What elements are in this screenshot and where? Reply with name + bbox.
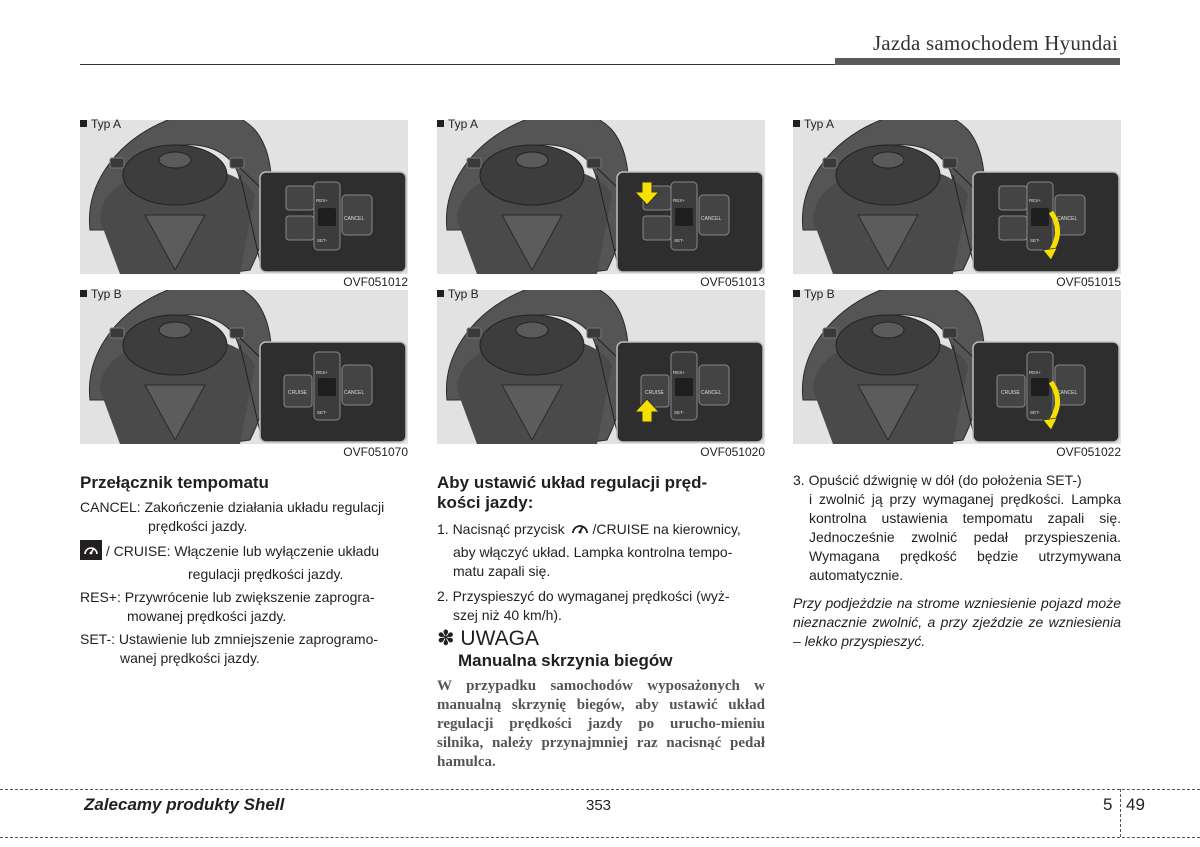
square-bullet-icon: [793, 120, 800, 127]
note-heading: ✽ UWAGA: [437, 627, 539, 650]
figure-code: OVF051020: [700, 445, 765, 459]
step-2-line2: szej niż 40 km/h).: [453, 607, 562, 623]
col2-steps: [437, 518, 765, 625]
svg-text:RES+: RES+: [673, 198, 685, 203]
def-res-cont: mowanej prędkości jazdy.: [127, 608, 287, 624]
svg-text:CANCEL: CANCEL: [1057, 390, 1078, 396]
step-1-line3: matu zapali się.: [453, 563, 551, 579]
header-bar: [835, 58, 1120, 65]
figure-type-label: Typ A: [80, 117, 121, 131]
steering-wheel-lever-down-arrow: [793, 120, 1121, 274]
steering-wheel-cruise-button-press-arrow: [437, 290, 765, 444]
footer-slogan: Zalecamy produkty Shell: [84, 795, 285, 814]
figure-code: OVF051015: [1056, 275, 1121, 289]
svg-text:CRUISE: CRUISE: [288, 390, 307, 396]
figure-type-label: Typ B: [793, 287, 835, 301]
steering-wheel-cruise-switch-type-b: [80, 290, 408, 444]
header-rule: [80, 64, 835, 65]
figure-code: OVF051012: [343, 275, 408, 289]
footer-page-number: 353: [586, 797, 612, 814]
figure-code: OVF051070: [343, 445, 408, 459]
def-set: SET-: Ustawienie lub zmniejszenie zaprogramo-: [80, 631, 379, 647]
figure-code: OVF051022: [1056, 445, 1121, 459]
square-bullet-icon: [793, 290, 800, 297]
figure-type-label: Typ B: [437, 287, 479, 301]
col1-definitions: [80, 498, 408, 668]
square-bullet-icon: [80, 290, 87, 297]
svg-text:CANCEL: CANCEL: [701, 216, 722, 222]
svg-text:RES+: RES+: [316, 370, 328, 375]
step-1-line2: aby włączyć układ. Lampka kontrolna tempo-: [453, 544, 733, 560]
svg-text:SET-: SET-: [1030, 238, 1041, 243]
figure-type-label: Typ B: [80, 287, 122, 301]
svg-text:CANCEL: CANCEL: [344, 216, 365, 222]
svg-text:CRUISE: CRUISE: [1001, 390, 1020, 396]
svg-text:RES+: RES+: [1029, 198, 1041, 203]
cruise-icon: [80, 540, 102, 565]
figure-type-label: Typ A: [437, 117, 478, 131]
footer-rule: [0, 789, 1200, 790]
svg-text:CANCEL: CANCEL: [344, 390, 365, 396]
figure-code: OVF051013: [700, 275, 765, 289]
def-cancel: CANCEL: Zakończenie działania układu regulacji: [80, 499, 385, 515]
step-3-body: i zwolnić ją przy wymaganej prędkości. Lampka kontrolna ustawienia tempomatu zapali się. Jednocześnie zwolnić pedał przyspieszenia. Wymagana prędkość będzie utrzymywana automatycznie.: [809, 491, 1121, 583]
step-1: 1. Nacisnąć przycisk /CRUISE na kierownicy,: [437, 518, 765, 543]
def-res: RES+: Przywrócenie lub zwiększenie zaprogra-: [80, 589, 375, 605]
svg-text:SET-: SET-: [317, 238, 328, 243]
def-cruise: / CRUISE: Włączenie lub wyłączenie układu: [80, 540, 408, 565]
note-body: W przypadku samochodów wyposażonych w manualną skrzynię biegów, aby ustawić układ regulacji prędkości jazdy po urucho-mieniu silnika, należy przynajmniej raz nacisnąć pedał hamulca.: [437, 678, 765, 770]
col1-heading: Przełącznik tempomatu: [80, 473, 269, 492]
svg-text:CANCEL: CANCEL: [1057, 216, 1078, 222]
steering-wheel-cruise-button-press-arrow: [437, 120, 765, 274]
def-set-cont: wanej prędkości jazdy.: [120, 650, 260, 666]
cruise-icon: [568, 518, 592, 543]
figure-type-label: Typ A: [793, 117, 834, 131]
square-bullet-icon: [437, 120, 444, 127]
svg-text:RES+: RES+: [673, 370, 685, 375]
svg-text:SET-: SET-: [674, 238, 685, 243]
steering-wheel-cruise-switch-type-a: [80, 120, 408, 274]
def-cruise-cont: regulacji prędkości jazdy.: [188, 566, 344, 582]
header-title: Jazda samochodem Hyundai: [872, 31, 1118, 55]
note-subheading: Manualna skrzynia biegów: [458, 651, 673, 670]
svg-text:SET-: SET-: [674, 410, 685, 415]
col3-italic-note: Przy podjeżdzie na strome wzniesienie pojazd może nieznacznie zwolnić, a przy zjeździe ze wzniesienia – lekko przyspieszyć.: [793, 595, 1121, 649]
svg-text:CRUISE: CRUISE: [645, 390, 664, 396]
square-bullet-icon: [437, 290, 444, 297]
col3-step3: [793, 471, 1121, 585]
svg-text:SET-: SET-: [317, 410, 328, 415]
def-cancel-cont: prędkości jazdy.: [148, 518, 248, 534]
footer-section-page: 49: [1126, 795, 1145, 814]
footer-section: 5: [1103, 795, 1113, 814]
step-2: 2. Przyspieszyć do wymaganej prędkości (wyż-: [437, 588, 730, 604]
svg-text:RES+: RES+: [1029, 370, 1041, 375]
footer-divider: [1120, 789, 1121, 837]
col2-heading: Aby ustawić układ regulacji pręd- kości jazdy:: [437, 473, 708, 512]
footer-rule-bottom: [0, 837, 1200, 838]
svg-text:RES+: RES+: [316, 198, 328, 203]
svg-text:SET-: SET-: [1030, 410, 1041, 415]
svg-text:CANCEL: CANCEL: [701, 390, 722, 396]
step-3: 3. Opuścić dźwignię w dół (do położenia SET-): [793, 472, 1082, 488]
steering-wheel-lever-down-arrow: [793, 290, 1121, 444]
square-bullet-icon: [80, 120, 87, 127]
